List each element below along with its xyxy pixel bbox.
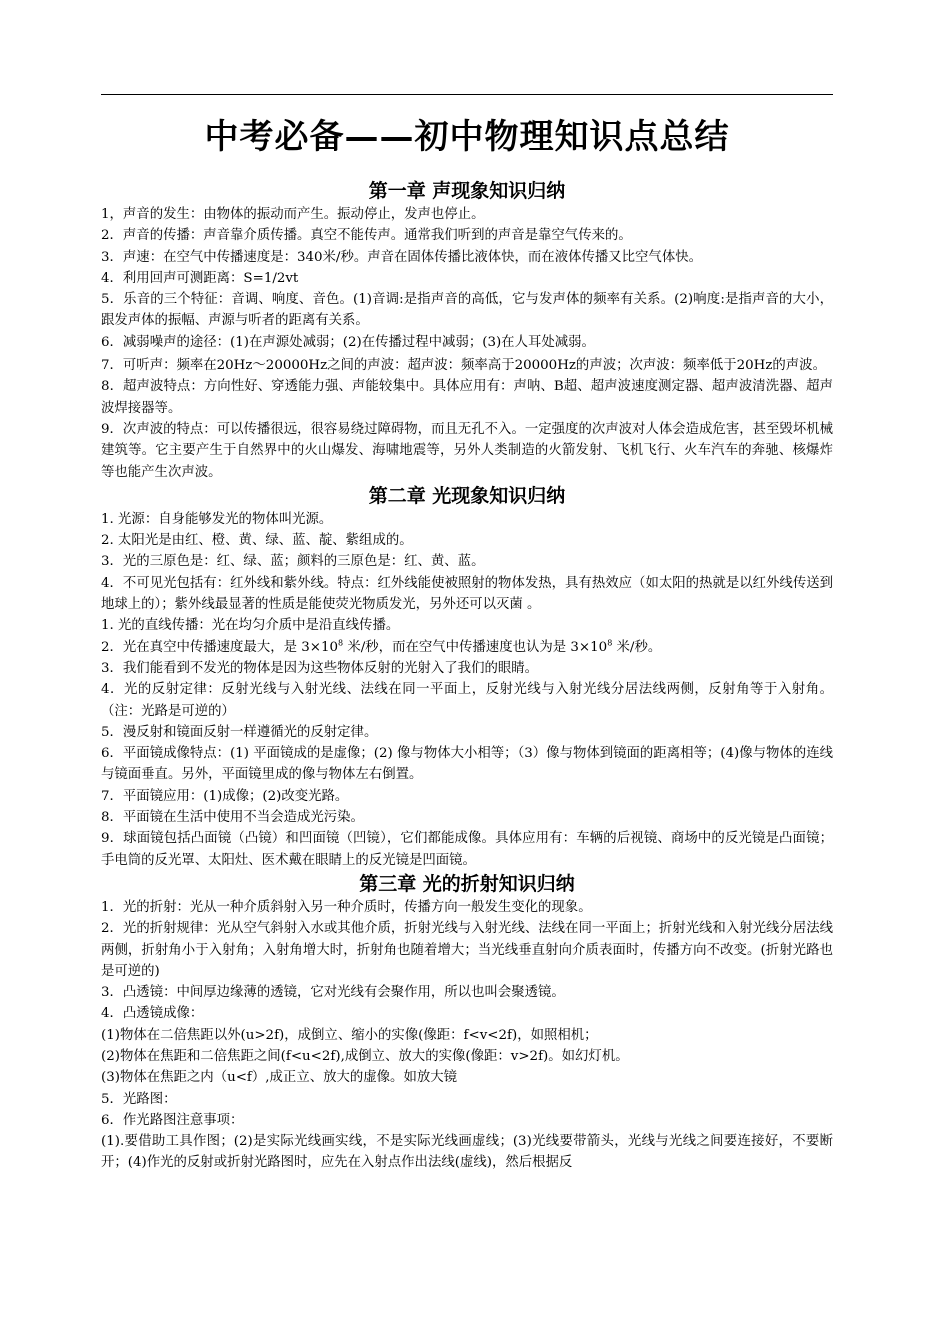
list-item: 6．平面镜成像特点：(1) 平面镜成的是虚像；(2) 像与物体大小相等；（3）像与物体到镜面的距离相等；(4)像与物体的连线与镜面垂直。另外，平面镜里成的像与物体左右倒置。 bbox=[101, 746, 833, 783]
list-item: 3．我们能看到不发光的物体是因为这些物体反射的光射入了我们的眼睛。 bbox=[101, 660, 539, 676]
list-item: 4．不可见光包括有：红外线和紫外线。特点：红外线能使被照射的物体发热，具有热效应（如太阳的热就是以红外线传送到地球上的）；紫外线最显著的性质是能使荧光物质发光，另外还可以灭菌 。 bbox=[101, 575, 833, 613]
speed-text-after: 米/秒。 bbox=[612, 639, 662, 655]
list-item: 8．超声波特点：方向性好、穿透能力强、声能较集中。具体应用有：声呐、B超、超声波速度测定器、超声波清洗器、超声波焊接器等。 bbox=[101, 379, 833, 416]
list-item: 1．光的折射：光从一种介质斜射入另一种介质时，传播方向一般发生变化的现象。 bbox=[101, 899, 592, 915]
list-item: 3．凸透镜：中间厚边缘薄的透镜，它对光线有会聚作用，所以也叫会聚透镜。 bbox=[101, 985, 565, 1001]
chapter-heading: 第二章 光现象知识归纳 bbox=[368, 484, 566, 507]
list-item: 2．光的折射规律：光从空气斜射入水或其他介质，折射光线与入射光线、法线在同一平面上；折射光线和入射光线分居法线两侧，折射角小于入射角；入射角增大时，折射角也随着增大；当光线垂直射向介质表面时，传播方向不改变。(折射光路也是可逆的) bbox=[101, 921, 833, 979]
list-item: 9．次声波的特点：可以传播很远，很容易绕过障碍物，而且无孔不入。一定强度的次声波对人体会造成危害，甚至毁坏机械建筑等。它主要产生于自然界中的火山爆发、海啸地震等，另外人类制造的火箭发射、飞机飞行、火车汽车的奔驰、核爆炸等也能产生次声波。 bbox=[101, 421, 833, 480]
chapter-1 bbox=[101, 178, 833, 483]
list-item: 7．可听声：频率在20Hz～20000Hz之间的声波：超声波：频率高于20000Hz的声波；次声波：频率低于20Hz的声波。 bbox=[101, 358, 826, 374]
list-item: 5．漫反射和镜面反射一样遵循光的反射定律。 bbox=[101, 724, 378, 740]
list-item: 6．减弱噪声的途径：(1)在声源处减弱；(2)在传播过程中减弱；(3)在人耳处减弱。 bbox=[101, 334, 595, 350]
list-item: 4．光的反射定律：反射光线与入射光线、法线在同一平面上，反射光线与入射光线分居法线两侧，反射角等于入射角。（注：光路是可逆的） bbox=[101, 682, 833, 719]
list-item: 7．平面镜应用：(1)成像；(2)改变光路。 bbox=[101, 788, 349, 804]
list-item: (3)物体在焦距之内（u<f）,成正立、放大的虚像。如放大镜 bbox=[101, 1070, 458, 1086]
list-item: 3．声速：在空气中传播速度是：340米/秒。声音在固体传播比液体快，而在液体传播又比空气体快。 bbox=[101, 249, 702, 265]
list-item: 9．球面镜包括凸面镜（凸镜）和凹面镜（凹镜），它们都能成像。具体应用有：车辆的后视镜、商场中的反光镜是凸面镜；手电筒的反光罩、太阳灶、医术戴在眼睛上的反光镜是凹面镜。 bbox=[101, 831, 833, 868]
list-item: 1. 光的直线传播：光在均匀介质中是沿直线传播。 bbox=[101, 618, 400, 634]
chapter-heading: 第三章 光的折射知识归纳 bbox=[359, 872, 575, 895]
speed-text-middle: 米/秒，而在空气中传播速度也认为是 3×10 bbox=[343, 639, 608, 655]
list-item: 4．利用回声可测距离：S=1/2vt bbox=[101, 270, 299, 286]
exponent: 8 bbox=[607, 638, 613, 648]
list-item: 1，声音的发生：由物体的振动而产生。振动停止，发声也停止。 bbox=[101, 207, 485, 222]
list-item: 4．凸透镜成像： bbox=[101, 1006, 204, 1022]
light-speed-item bbox=[101, 637, 833, 658]
list-item: 6．作光路图注意事项： bbox=[101, 1112, 244, 1128]
header-rule bbox=[101, 94, 833, 95]
list-item: 3．光的三原色是：红、绿、蓝；颜料的三原色是：红、黄、蓝。 bbox=[101, 554, 485, 570]
list-item: 2. 太阳光是由红、橙、黄、绿、蓝、靛、紫组成的。 bbox=[101, 533, 413, 549]
list-item: 8．平面镜在生活中使用不当会造成光污染。 bbox=[101, 810, 364, 826]
list-item: (1)物体在二倍焦距以外(u>2f)，成倒立、缩小的实像(像距：f<v<2f)，如照相机； bbox=[101, 1027, 598, 1043]
speed-text-before: 2．光在真空中传播速度最大，是 3×10 bbox=[101, 639, 339, 655]
list-item: 1. 光源：自身能够发光的物体叫光源。 bbox=[101, 511, 333, 527]
list-item: 5．光路图： bbox=[101, 1091, 177, 1107]
list-item: (2)物体在焦距和二倍焦距之间(f<u<2f),成倒立、放大的实像(像距：v>2f)。如幻灯机。 bbox=[101, 1048, 629, 1064]
list-item: 2．声音的传播：声音靠介质传播。真空不能传声。通常我们听到的声音是靠空气传来的。 bbox=[101, 228, 632, 244]
chapter-3 bbox=[101, 871, 833, 1174]
exponent: 8 bbox=[338, 638, 344, 648]
document-title: 中考必备——初中物理知识点总结 bbox=[204, 117, 730, 157]
list-item: (1).要借助工具作图；(2)是实际光线画实线，不是实际光线画虚线；(3)光线要带箭头，光线与光线之间要连接好，不要断开；(4)作光的反射或折射光路图时，应先在入射点作出法线(虚线)，然后根据反 bbox=[101, 1134, 833, 1171]
list-item: 5．乐音的三个特征：音调、响度、音色。(1)音调:是指声音的高低，它与发声体的频率有关系。(2)响度:是指声音的大小，跟发声体的振幅、声源与听者的距离有关系。 bbox=[101, 292, 833, 329]
document-content bbox=[101, 178, 833, 1174]
chapter-2 bbox=[101, 483, 833, 871]
chapter-heading: 第一章 声现象知识归纳 bbox=[368, 180, 566, 202]
